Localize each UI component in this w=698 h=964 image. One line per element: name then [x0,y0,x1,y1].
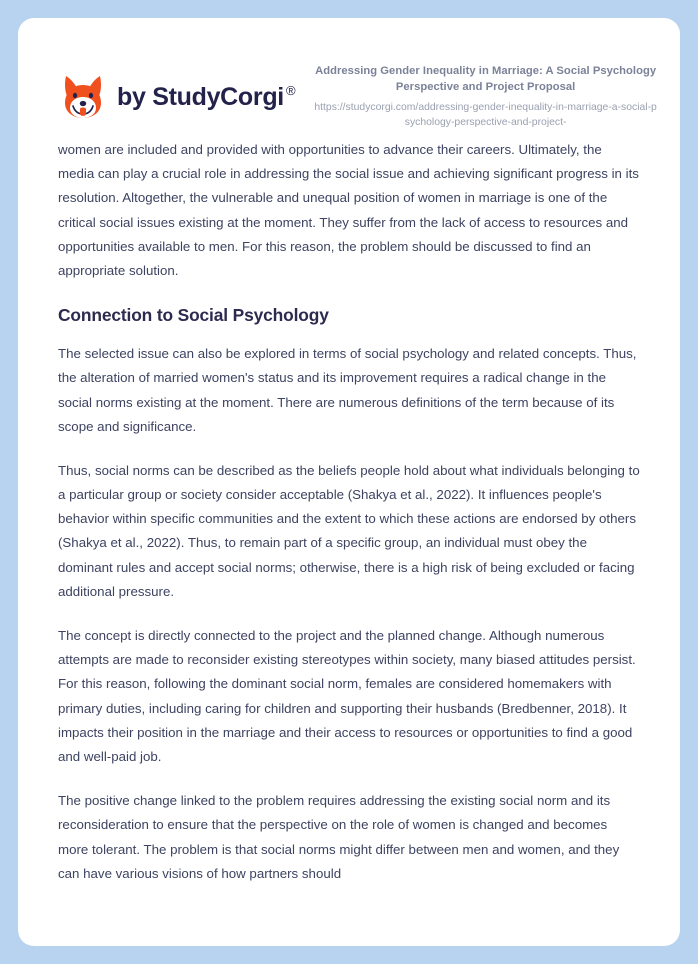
paragraph-1: women are included and provided with opportunities to advance their careers. Ultimately, the media can play a crucial role in addressing the social issue and achieving significant progress in its resolution. Altogether, the vulnerable and unequal position of women in marriage is one of the critical social issues existing at the moment. They suffer from the lack of access to resources and opportunities available to men. For this reason, the problem should be discussed to find an appropriate solution. [58,142,639,278]
paragraph-5: The positive change linked to the problem requires addressing the existing social norm and its reconsideration to ensure that the perspective on the role of women is changed and becomes more tolerant. The problem is that social norms might differ between men and women, and they can have various visions of how partners should [58,793,620,881]
registered-trademark-icon: ® [285,83,296,99]
document-sheet [18,18,680,946]
brand-wordmark [117,83,295,112]
header-metadata [295,62,658,130]
paragraph-2: The selected issue can also be explored in terms of social psychology and related concepts. Thus, the alteration of married women's status and its improvement requires a radical change in the social norms existing at the moment. There are numerous definitions of the term because of its scope and significance. [58,346,637,434]
corgi-face-icon [58,72,108,122]
document-body [18,138,680,886]
document-title: Addressing Gender Inequality in Marriage: A Social Psychology Perspective and Project Proposal [315,65,657,93]
document-header [18,18,680,138]
paragraph-3: Thus, social norms can be described as the beliefs people hold about what individuals belonging to a particular group or society consider acceptable (Shakya et al., 2022). It influences people's behavior within specific communities and the extent to which these actions are endorsed by others (Shakya et al., 2022). Thus, to remain part of a specific group, an individual must obey the dominant rules and accept social norms; otherwise, there is a high risk of being excluded or facing additional pressure. [58,462,640,599]
brand-logo-block[interactable] [58,62,295,122]
paragraph-4: The concept is directly connected to the project and the planned change. Although numerous attempts are made to reconsider existing stereotypes within society, many biased attitudes persist. For this reason, following the dominant social norm, females are considered homemakers with primary duties, including caring for children and supporting their husbands (Bredbenner, 2018). It impacts their position in the marriage and their access to resources or opportunities to find a good and well-paid job. [58,628,636,764]
section-heading-connection-to-social-psychology: Connection to Social Psychology [58,305,329,326]
document-url[interactable]: https://studycorgi.com/addressing-gender-inequality-in-marriage-a-social-psychology-perspective-and-project- [314,101,657,128]
brand-name-text: by StudyCorgi [117,82,284,111]
